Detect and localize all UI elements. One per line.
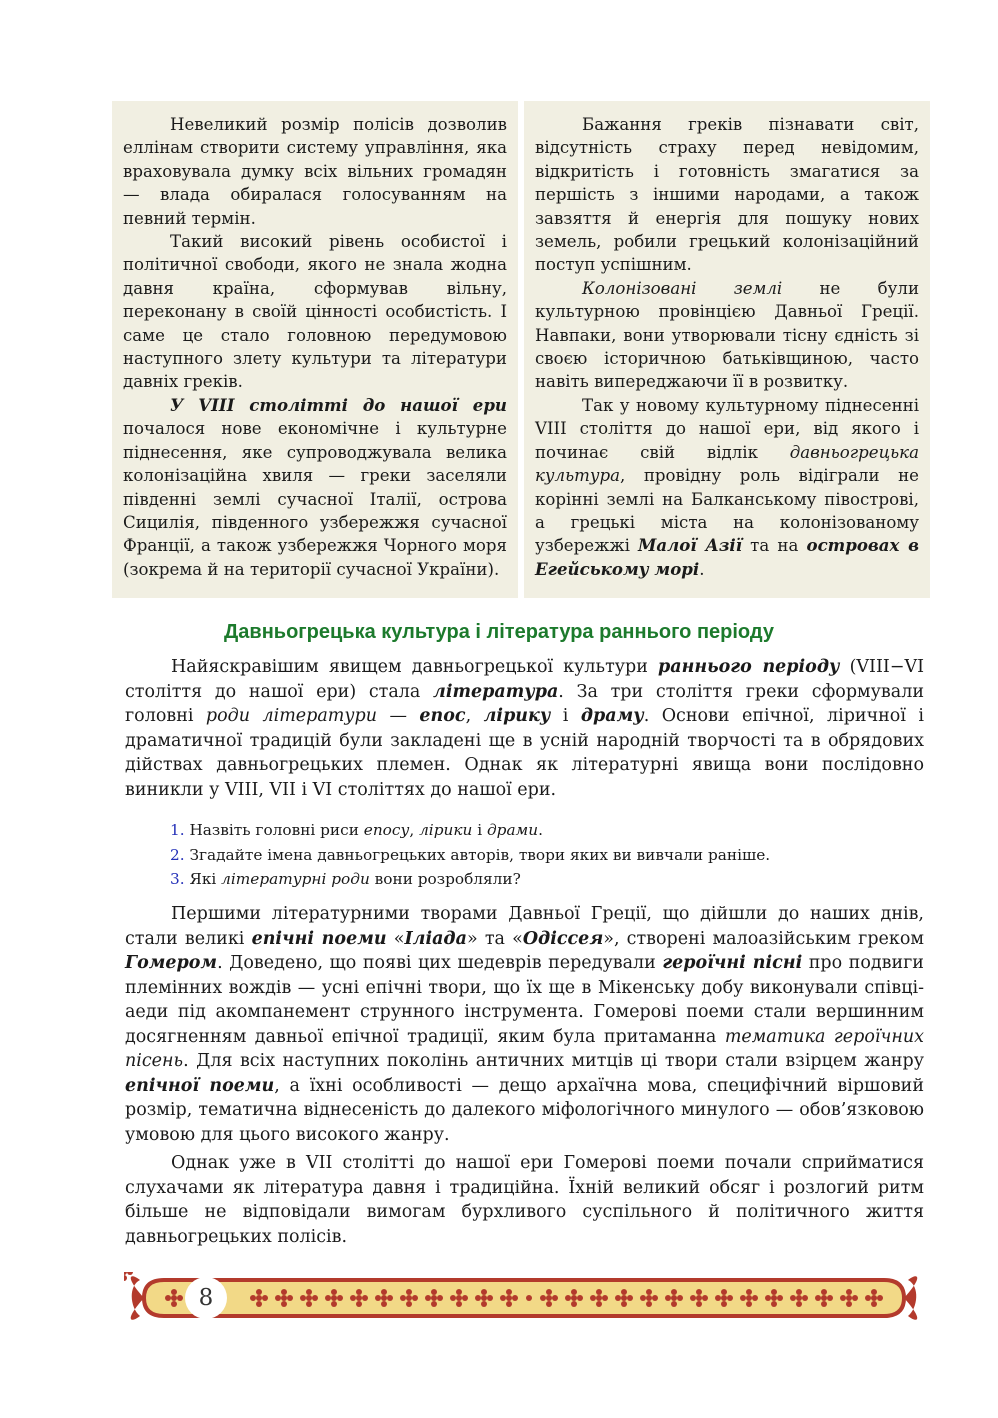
left-box-paragraph-3: У VIII столітті до нашої ери почалося нове економічне і культурне піднесення, яке супроводжувала велика колонізаційна хвиля — греки заселяли південні землі сучасної Італії, острова Сицилія, південного узбережжя сучасної Франції, а також узбережжя Чорного моря (зокрема й на території сучасної України). [123, 394, 507, 579]
right-box [524, 101, 930, 598]
left-box [112, 101, 518, 598]
right-box-paragraph-2: Колонізовані землі не були культурною провінцією Давньої Греції. Навпаки, вони утворювали тісну єдність зі своєю історичною батьківщиною, часто навіть випереджаючи її в розвитку. [535, 278, 919, 392]
date-emphasis: У VIII столітті до нашої ери [170, 394, 507, 415]
ornament-footer [124, 1272, 924, 1324]
question-item: 1. Назвіть головні риси епосу, лірики і драми. [170, 821, 543, 839]
question-item: 3. Які літературні роди вони розробляли? [170, 870, 521, 888]
homer-paragraph: Першими літературними творами Давньої Греції, що дійшли до наших днів, стали великі епічні поеми «Іліада» та «Одіссея», створені малоазійським греком Гомером. Доведено, що появі цих шедеврів передували героїчні пісні про подвиги племінних вождів — усні епічні твори, що їх ще в Мікенську добу виконували співці-аеди під акомпанемент струнного інструмента. Гомерові поеми стали вершинним досягненням давньої епічної традиції, яким була притаманна тематика героїчних пісень. Для всіх наступних поколінь античних митців ці твори стали взірцем жанру епічної поеми, а їхні особливості — дещо архаїчна мова, специфічний віршовий розмір, тематична віднесеність до далекого міфологічного минулого — обов’язковою умовою для цього високого жанру. [125, 904, 925, 1145]
closing-paragraph: Однак уже в VII столітті до нашої ери Гомерові поеми почали сприйматися слухачами як література давня і традиційна. Їхній великий обсяг і розлогий ритм більше не відповідали вимогам бурхливого суспільного й політичного життя давньогрецьких полісів. [125, 1153, 924, 1247]
text-boxes [112, 101, 930, 598]
intro-paragraph: Найяскравішим явищем давньогрецької культури раннього періоду (VIII−VI століття до нашої ери) стала література. За три століття греки сформували головні роди літератури — епос, лірику і драму. Основи епічної, ліричної і драматичної традицій були закладені ще в усній народній творчості та в обрядових дійствах давньогрецьких племен. Однак як літературні явища вони послідовно виникли у VIII, VII і VI століттях до нашої ери. [125, 657, 925, 800]
left-box-paragraph-2: Такий високий рівень особистої і політичної свободи, якого не знала жодна давня країна, сформував вільну, переконану в своїй цінності особистість. І саме це стало головною передумовою наступного злету культури та літератури давніх греків. [123, 232, 507, 392]
question-item: 2. Згадайте імена давньогрецьких авторів, твори яких ви вивчали раніше. [170, 845, 771, 864]
right-box-paragraph-1: Бажання греків пізнавати світ, відсутність страху перед невідомим, відкритість і готовність змагатися за першість з іншими народами, а також завзяття й енергія для пошуку нових земель, робили грецький колонізаційний поступ успішним. [535, 115, 919, 275]
page-number: 8 [185, 1277, 227, 1319]
section-title: Давньогрецька культура і література раннього періоду [224, 621, 774, 643]
left-box-paragraph-1: Невеликий розмір полісів дозволив еллінам створити систему управління, яка враховувала думку всіх вільних громадян — влада обиралася голосуванням на певний термін. [123, 115, 507, 228]
questions-list [170, 818, 910, 892]
right-box-paragraph-3: Так у новому культурному піднесенні VIII століття до нашої ери, від якого і починає свій відлік давньогрецька культура, провідну роль відіграли не корінні землі на Балканському півострові, а грецькі міста на колонізованому узбережжі Малої Азії та на островах в Егейському морі. [535, 395, 919, 579]
